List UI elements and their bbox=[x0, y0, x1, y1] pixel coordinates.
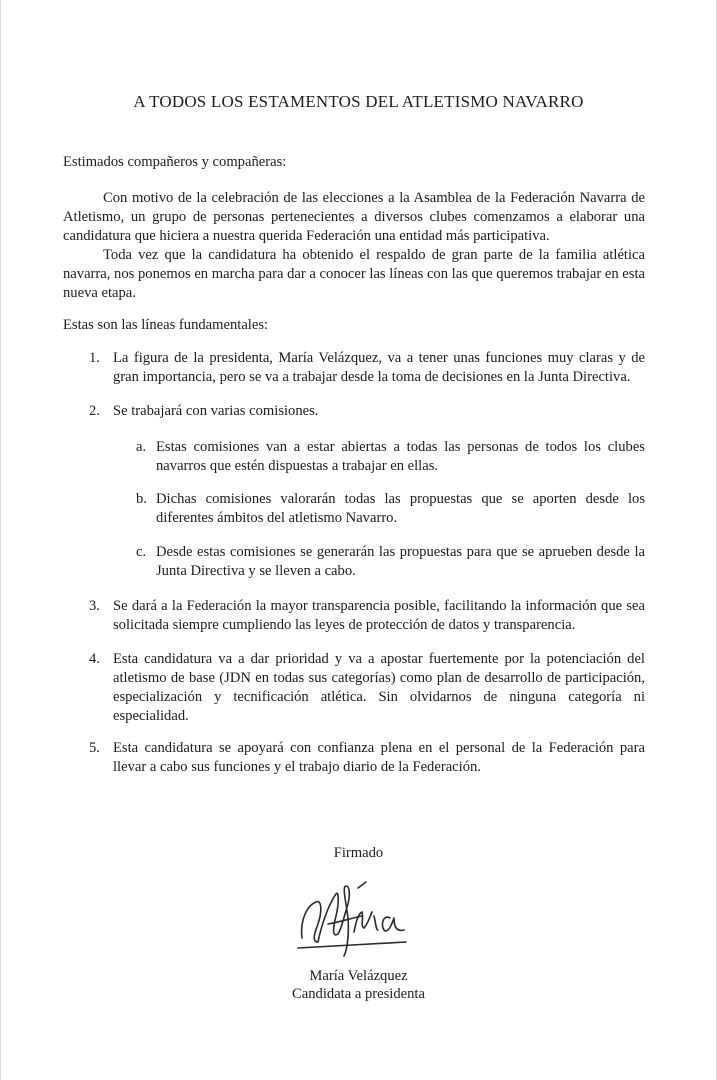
list-item-number: 4. bbox=[89, 651, 100, 667]
list-item-text: Se trabajará con varias comisiones. bbox=[113, 403, 319, 419]
signatory-role: Candidata a presidenta bbox=[292, 986, 425, 1002]
document-title: A TODOS LOS ESTAMENTOS DEL ATLETISMO NAVARRO bbox=[133, 92, 584, 111]
list-item-text: Se dará a la Federación la mayor transparencia posible, facilitando la información que sea solicitada siempre cumpliendo las leyes de protección de datos y transparencia. bbox=[113, 598, 645, 633]
list-item bbox=[89, 739, 645, 777]
sub-list-item-text: Desde estas comisiones se generarán las propuestas para que se aprueben desde la Junta Directiva y se lleven a cabo. bbox=[156, 544, 645, 579]
sub-list-item bbox=[136, 438, 645, 476]
list-item-number: 2. bbox=[89, 403, 100, 419]
sub-list-item-letter: c. bbox=[136, 544, 147, 560]
list-item bbox=[89, 597, 645, 635]
lines-intro: Estas son las líneas fundamentales: bbox=[63, 317, 269, 333]
list-item bbox=[89, 650, 645, 726]
greeting: Estimados compañeros y compañeras: bbox=[63, 154, 287, 170]
list-item bbox=[89, 402, 645, 421]
list-item bbox=[89, 349, 645, 387]
paragraph-support: Toda vez que la candidatura ha obtenido el respaldo de gran parte de la familia atlética navarra, nos ponemos en marcha para dar a conocer las líneas con las que queremos trabajar en esta nueva etapa. bbox=[63, 247, 645, 301]
list-item-number: 5. bbox=[89, 740, 100, 756]
list-item-text: Esta candidatura va a dar prioridad y va a apostar fuertemente por la potenciación del atletismo de base (JDN en todas sus categorías) como plan de desarrollo de participación, especialización y tecnificación atlética. Sin olvidarnos de ninguna categoría ni especialidad. bbox=[113, 651, 645, 724]
handwritten-signature bbox=[292, 872, 412, 960]
sub-list-item-text: Estas comisiones van a estar abiertas a todas las personas de todos los clubes navarros que estén dispuestas a trabajar en ellas. bbox=[156, 439, 645, 474]
sub-list-item bbox=[136, 490, 645, 528]
sub-list-item bbox=[136, 543, 645, 581]
sub-list-item-letter: a. bbox=[136, 439, 147, 455]
signed-label: Firmado bbox=[333, 845, 384, 861]
list-item-number: 1. bbox=[89, 350, 100, 366]
signatory-name: María Velázquez bbox=[309, 968, 408, 984]
list-item-number: 3. bbox=[89, 598, 100, 614]
sub-list-item-text: Dichas comisiones valorarán todas las propuestas que se aporten desde los diferentes ámbitos del atletismo Navarro. bbox=[156, 491, 645, 526]
sub-list-item-letter: b. bbox=[136, 491, 147, 507]
list-item-text: La figura de la presidenta, María Velázquez, va a tener unas funciones muy claras y de gran importancia, pero se va a trabajar desde la toma de decisiones en la Junta Directiva. bbox=[113, 350, 645, 385]
paragraph-intro: Con motivo de la celebración de las elecciones a la Asamblea de la Federación Navarra de Atletismo, un grupo de personas pertenecientes a diversos clubes comenzamos a elaborar una candidatura que hiciera a nuestra querida Federación una entidad más participativa. bbox=[63, 190, 645, 244]
list-item-text: Esta candidatura se apoyará con confianza plena en el personal de la Federación para llevar a cabo sus funciones y el trabajo diario de la Federación. bbox=[113, 740, 645, 775]
